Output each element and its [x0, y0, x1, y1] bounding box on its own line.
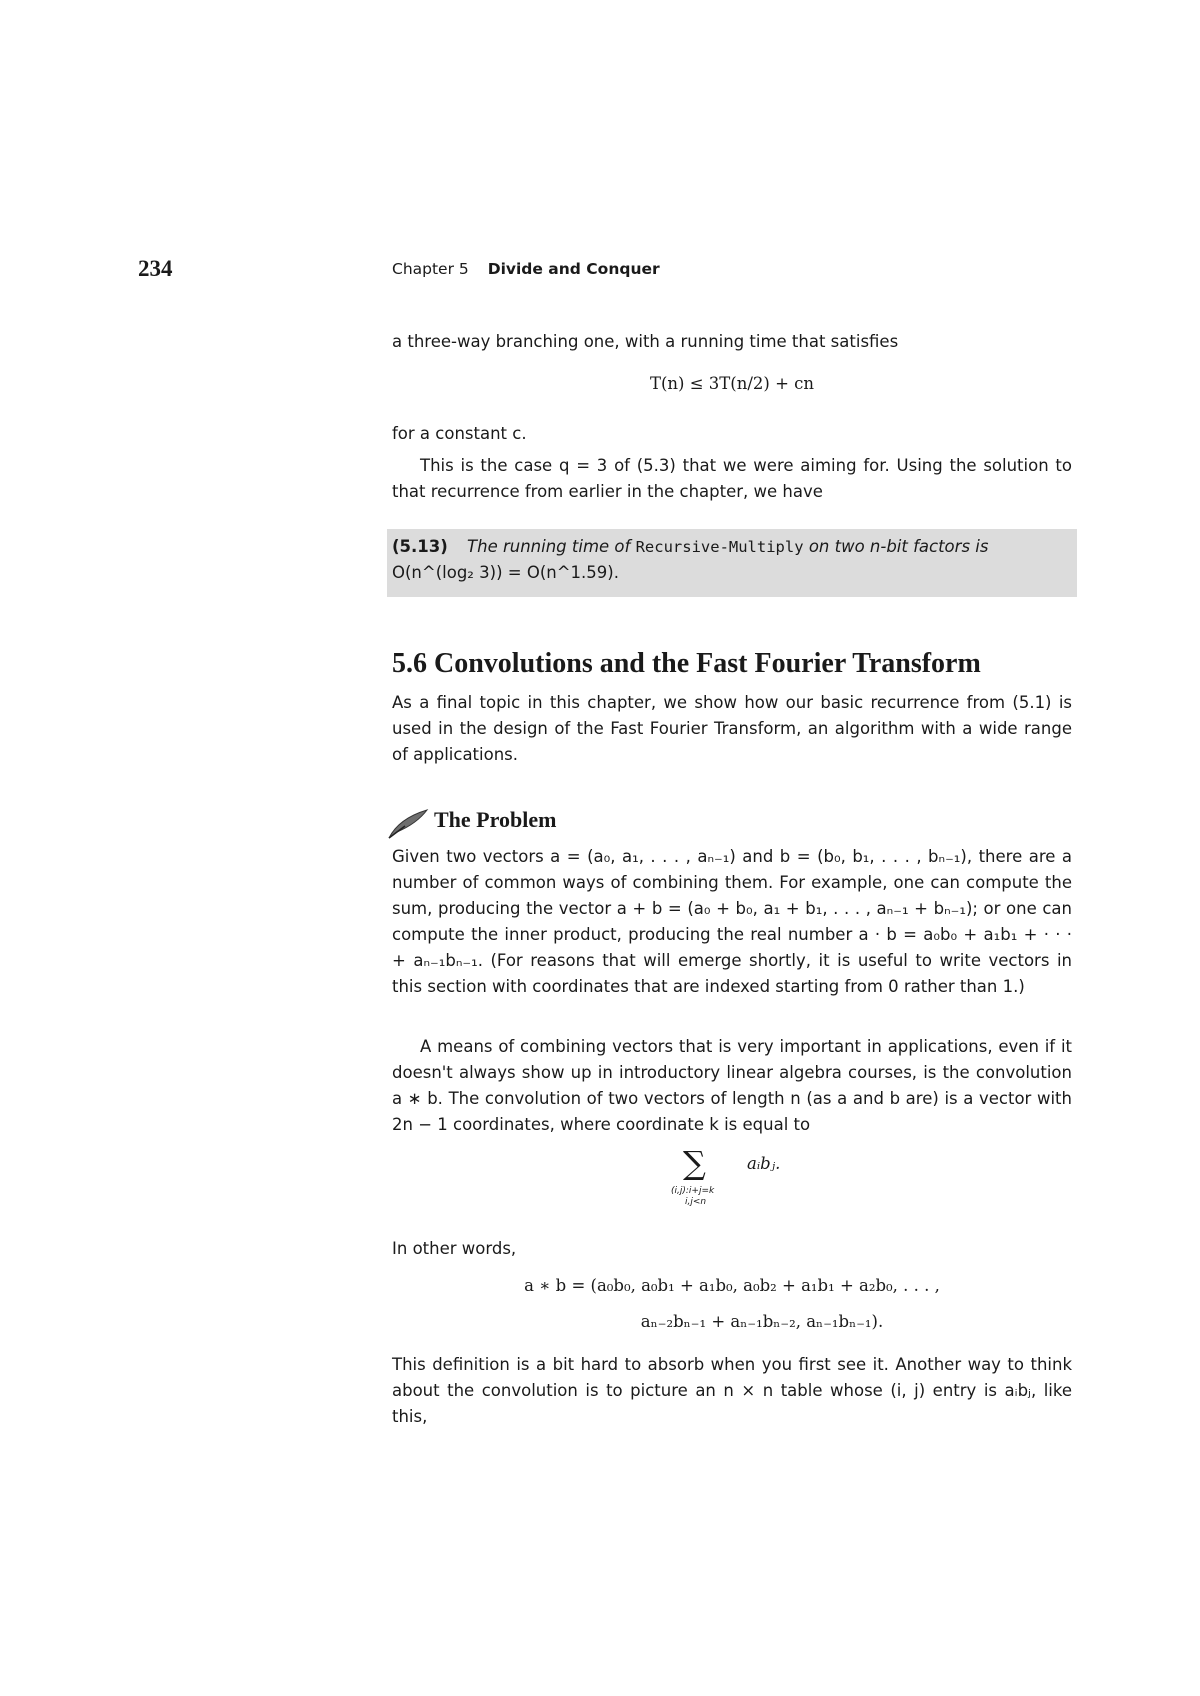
- convolution-line-1: a ∗ b = (a₀b₀, a₀b₁ + a₁b₀, a₀b₂ + a₁b₁ + a₂b₀, . . . ,: [524, 1276, 940, 1295]
- problem-paragraph-2: [392, 1034, 1072, 1138]
- section-intro-text: As a final topic in this chapter, we show how our basic recurrence from (5.1) is used in the design of the Fast Fourier Transform, an algorithm with a wide range of applications.: [392, 693, 1072, 764]
- intro-text: a three-way branching one, with a running time that satisfies: [392, 332, 899, 351]
- sum-term: aᵢbⱼ.: [747, 1154, 781, 1173]
- quill-pen-icon: [385, 806, 431, 842]
- sum-limits-2: i,j<n: [685, 1197, 707, 1207]
- other-words-line: [392, 1236, 1072, 1262]
- chapter-title: Divide and Conquer: [487, 260, 660, 278]
- intro-line: [392, 329, 1072, 355]
- problem-text-1: Given two vectors a = (a₀, a₁, . . . , aₙ₋₁) and b = (b₀, b₁, . . . , bₙ₋₁), there are a number of common ways of combining them. For example, one can compute the sum, producing the vector a + b = (a₀ + b₀, a₁ + b₁, . . . , aₙ₋₁ + bₙ₋₁); or one can compute the inner product, producing the real number a · b = a₀b₀ + a₁b₁ + · · · + aₙ₋₁bₙ₋₁. (For reasons that will emerge shortly, it is useful to write vectors in this section with coordinates that are indexed starting from 0 rather than 1.): [392, 847, 1072, 996]
- section-number: 5.6: [392, 648, 427, 679]
- case-paragraph: [392, 453, 1072, 505]
- constant-text: for a constant c.: [392, 424, 527, 443]
- chapter-label: Chapter 5: [392, 260, 469, 278]
- theorem: [392, 534, 1072, 586]
- case-text: This is the case q = 3 of (5.3) that we were aiming for. Using the solution to that recurrence from earlier in the chapter, we have: [392, 456, 1072, 501]
- theorem-text-after: on two n-bit factors is: [808, 537, 989, 556]
- sigma-symbol: ∑: [683, 1144, 706, 1182]
- sum-limits-1: (i,j):i+j=k: [671, 1186, 715, 1196]
- problem-paragraph-1: [392, 844, 1072, 1000]
- problem-paragraph-3: [392, 1352, 1072, 1430]
- theorem-text-before: The running time of: [467, 537, 631, 556]
- theorem-label: (5.13): [392, 537, 448, 556]
- problem-text-2: A means of combining vectors that is very important in applications, even if it doesn't always show up in introductory linear algebra courses, is the convolution a ∗ b. The convolution of two vectors of length n (as a and b are) is a vector with 2n − 1 coordinates, where coordinate k is equal to: [392, 1037, 1072, 1134]
- recurrence-equation: T(n) ≤ 3T(n/2) + cn: [649, 374, 815, 393]
- problem-text-3: This definition is a bit hard to absorb when you first see it. Another way to think about the convolution is to picture an n × n table whose (i, j) entry is aᵢbⱼ, like this,: [392, 1355, 1072, 1426]
- running-head: [392, 260, 660, 278]
- constant-line: [392, 421, 1072, 447]
- theorem-bound: O(n^(log₂ 3)) = O(n^1.59).: [392, 563, 619, 582]
- section-heading: [392, 648, 981, 680]
- convolution-line-2: aₙ₋₂bₙ₋₁ + aₙ₋₁bₙ₋₂, aₙ₋₁bₙ₋₁).: [640, 1312, 884, 1331]
- summation-formula: [671, 1144, 805, 1210]
- other-words-text: In other words,: [392, 1239, 517, 1258]
- algorithm-name: Recursive-Multiply: [635, 538, 804, 556]
- subsection-title: The Problem: [434, 807, 557, 832]
- page-number: 234: [138, 256, 173, 281]
- section-title: Convolutions and the Fast Fourier Transform: [434, 648, 981, 679]
- section-intro: [392, 690, 1072, 768]
